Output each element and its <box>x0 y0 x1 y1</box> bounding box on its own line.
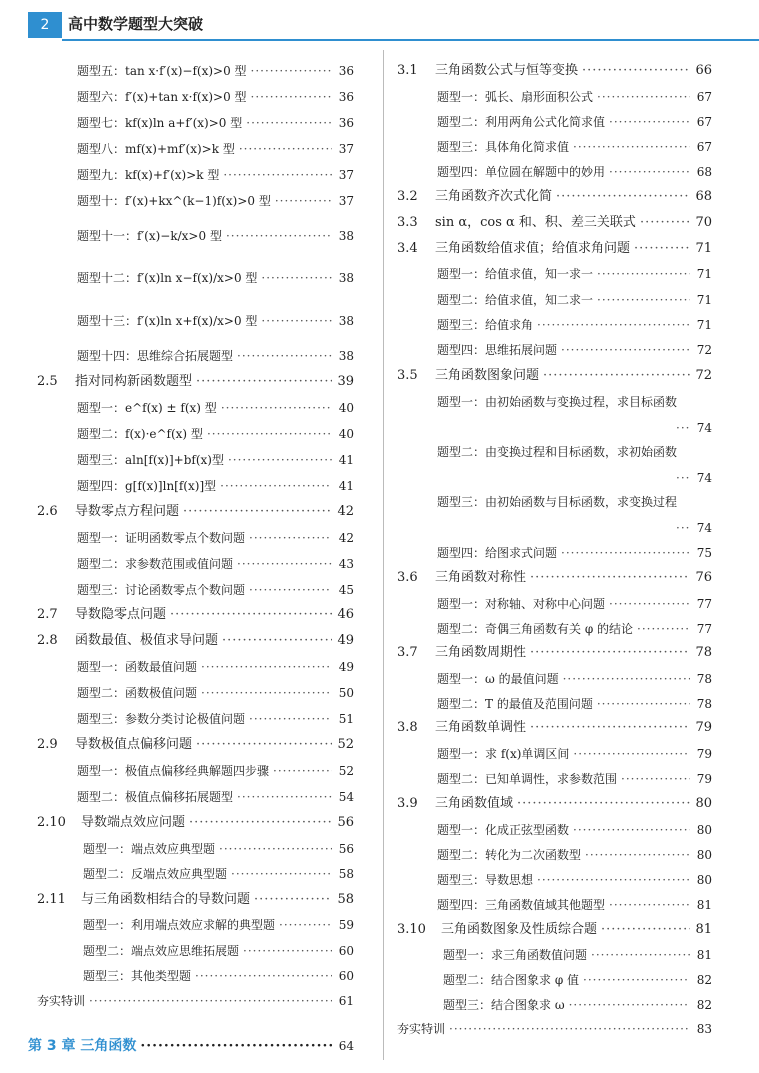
entry-label: 题型二：由变换过程和目标函数，求初始函数 <box>437 445 678 459</box>
entry-label: 题型三：导数思想 <box>437 873 534 887</box>
entry-label: 题型三：其他类型题 <box>83 969 192 983</box>
leader-dots <box>537 872 690 888</box>
toc-sub-entry[interactable] <box>437 771 712 787</box>
toc-sub-entry[interactable] <box>437 696 712 712</box>
section-number: 2.10 <box>37 815 66 830</box>
entry-label: 三角函数对称性 <box>435 570 527 585</box>
entry-page: 68 <box>696 165 712 179</box>
entry-label: 三角函数单调性 <box>435 720 527 735</box>
entry-label: 导数隐零点问题 <box>75 607 167 622</box>
entry-label: 三角函数齐次式化简 <box>435 189 553 204</box>
entry-page: 38 <box>338 271 354 285</box>
entry-label: 题型一：函数最值问题 <box>77 660 198 674</box>
entry-page: 38 <box>338 314 354 328</box>
toc-section-entry[interactable] <box>397 645 712 661</box>
entry-page: 68 <box>695 189 712 204</box>
section-number: 2.9 <box>37 737 58 752</box>
leader-dots <box>530 720 690 736</box>
toc-train-entry[interactable] <box>397 1021 712 1037</box>
entry-page: 36 <box>338 64 354 78</box>
entry-page: 82 <box>696 998 712 1012</box>
entry-label: 导数极值点偏移问题 <box>75 737 193 752</box>
leader-dots <box>609 164 690 180</box>
entry-label: 题型十四：思维综合拓展题型 <box>77 349 234 363</box>
entry-page: 78 <box>696 672 712 686</box>
section-number: 3.3 <box>397 215 418 230</box>
entry-label: 题型一：端点效应典型题 <box>83 842 216 856</box>
entry-label: 题型二：转化为二次函数型 <box>437 848 582 862</box>
section-number: 3.1 <box>397 63 418 78</box>
entry-page: 83 <box>696 1022 712 1036</box>
section-number: 2.7 <box>37 607 58 622</box>
leader-dots <box>597 89 690 105</box>
leader-dots <box>609 596 690 612</box>
entry-page: 40 <box>338 401 354 415</box>
leader-dots <box>530 645 690 661</box>
entry-label: 题型四：思维拓展问题 <box>437 343 558 357</box>
leader-dots <box>140 1038 332 1054</box>
leader-dots <box>573 139 690 155</box>
entry-label: 题型三：结合图象求 ω <box>443 998 565 1012</box>
leader-dots <box>597 696 690 712</box>
toc-section-entry[interactable] <box>397 241 712 257</box>
entry-page: 40 <box>338 427 354 441</box>
leader-dots <box>573 746 690 762</box>
entry-page: 60 <box>338 969 354 983</box>
entry-label: 题型一：极值点偏移经典解题四步骤 <box>77 764 270 778</box>
section-number: 3.6 <box>397 570 418 585</box>
section-number: 3.10 <box>397 922 426 937</box>
entry-page: 79 <box>696 747 712 761</box>
entry-label: 题型二：已知单调性，求参数范围 <box>437 772 618 786</box>
entry-label: 题型一：证明函数零点个数问题 <box>77 531 246 545</box>
entry-page: 80 <box>695 796 712 811</box>
entry-page: 60 <box>338 944 354 958</box>
leader-dots <box>640 215 690 231</box>
entry-label: 题型一：求三角函数值问题 <box>443 948 588 962</box>
entry-page: 56 <box>337 815 354 830</box>
toc-sub-entry[interactable] <box>437 266 712 282</box>
entry-label: 题型二：利用两角公式化简求值 <box>437 115 606 129</box>
toc-sub-entry[interactable] <box>437 545 712 561</box>
toc-section-entry[interactable] <box>397 368 712 384</box>
section-number: 2.6 <box>37 504 58 519</box>
entry-label: 题型五：tan x·f′(x)−f(x)>0 型 <box>77 64 247 78</box>
entry-label: 题型三：给值求角 <box>437 318 534 332</box>
entry-label: 题型一：求 f(x)单调区间 <box>437 747 570 761</box>
entry-label: 题型一：对称轴、对称中心问题 <box>437 597 606 611</box>
entry-label: 题型七：kf(x)ln a+f′(x)>0 型 <box>77 116 243 130</box>
entry-page: 77 <box>696 622 712 636</box>
entry-page: 37 <box>338 142 354 156</box>
entry-label: 题型一：利用端点效应求解的典型题 <box>83 918 276 932</box>
entry-label: 题型一：由初始函数与变换过程，求目标函数 <box>437 395 678 409</box>
entry-page: 36 <box>338 116 354 130</box>
toc-sub-entry[interactable] <box>437 317 712 333</box>
toc-sub-entry[interactable] <box>437 292 712 308</box>
entry-label: 夯实特训 <box>37 994 86 1008</box>
toc-sub2-entry[interactable] <box>443 997 712 1013</box>
entry-label: 与三角函数相结合的导数问题 <box>81 892 251 907</box>
leader-dots <box>561 545 690 561</box>
entry-page: 82 <box>696 973 712 987</box>
entry-page: 81 <box>695 922 712 937</box>
entry-page: 38 <box>338 229 354 243</box>
entry-page: 71 <box>696 267 712 281</box>
entry-page: 41 <box>338 453 354 467</box>
entry-page: 42 <box>338 531 354 545</box>
entry-label: 题型四：给图求式问题 <box>437 546 558 560</box>
entry-page: 67 <box>696 115 712 129</box>
toc-sub-entry[interactable] <box>437 621 712 637</box>
entry-page: 67 <box>696 140 712 154</box>
entry-page: 49 <box>338 660 354 674</box>
leader-dots <box>634 241 690 257</box>
entry-label: 题型二：极值点偏移拓展题型 <box>77 790 234 804</box>
entry-label: 题型一：弧长、扇形面积公式 <box>437 90 594 104</box>
leader-dots <box>573 822 690 838</box>
entry-page: 37 <box>338 168 354 182</box>
entry-label: 三角函数周期性 <box>435 645 527 660</box>
toc-section-entry[interactable] <box>397 215 712 231</box>
entry-page: 70 <box>695 215 712 230</box>
section-number: 3.4 <box>397 241 418 256</box>
entry-label: 题型一：ω 的最值问题 <box>437 672 559 686</box>
toc-sub-entry[interactable] <box>437 139 712 155</box>
entry-label: 三角函数给值求值；给值求角问题 <box>435 241 631 256</box>
toc-subwrap-entry[interactable] <box>437 494 712 510</box>
entry-label: 题型八：mf(x)+mf′(x)>k 型 <box>77 142 235 156</box>
toc-sub-entry[interactable] <box>437 847 712 863</box>
entry-page: 43 <box>338 557 354 571</box>
entry-label: sin α，cos α 和、积、差三关联式 <box>435 215 636 230</box>
leader-dots <box>563 671 690 687</box>
toc-sub-entry[interactable] <box>437 872 712 888</box>
entry-page: 74 <box>696 421 712 435</box>
entry-page: 78 <box>695 645 712 660</box>
toc-section-entry[interactable] <box>397 922 712 938</box>
entry-page: 37 <box>338 194 354 208</box>
entry-label: 三角函数图象及性质综合题 <box>441 922 598 937</box>
entry-page: 52 <box>337 737 354 752</box>
entry-page: 81 <box>696 898 712 912</box>
leader-dots <box>591 947 690 963</box>
entry-page: 80 <box>696 873 712 887</box>
entry-page: 58 <box>338 867 354 881</box>
entry-page: 72 <box>696 343 712 357</box>
entry-label: 题型二：求参数范围或值问题 <box>77 557 234 571</box>
toc-sub-entry[interactable] <box>437 114 712 130</box>
toc-section-entry[interactable] <box>397 720 712 736</box>
toc-page-continuation[interactable] <box>672 470 712 486</box>
entry-page: 49 <box>337 633 354 648</box>
toc-subwrap-entry[interactable] <box>437 444 712 460</box>
chapter-page: 64 <box>338 1039 354 1053</box>
toc-chapter-entry[interactable] <box>28 1038 354 1054</box>
entry-page: 81 <box>696 948 712 962</box>
section-number: 3.8 <box>397 720 418 735</box>
entry-label: 题型六：f′(x)+tan x·f(x)>0 型 <box>77 90 247 104</box>
entry-label: 题型十三：f′(x)ln x+f(x)/x>0 型 <box>77 314 258 328</box>
entry-page: 51 <box>338 712 354 726</box>
entry-page: 58 <box>337 892 354 907</box>
entry-page: 80 <box>696 823 712 837</box>
entry-page: 36 <box>338 90 354 104</box>
entry-label: 题型十：f′(x)+kx^(k−1)f(x)>0 型 <box>77 194 271 208</box>
entry-page: 39 <box>337 374 354 389</box>
entry-page: 45 <box>338 583 354 597</box>
entry-label: 三角函数公式与恒等变换 <box>435 63 579 78</box>
entry-label: 导数端点效应问题 <box>81 815 186 830</box>
section-number: 2.11 <box>37 892 66 907</box>
leader-dots <box>582 63 690 79</box>
leader-dots <box>601 922 690 938</box>
section-number: 3.7 <box>397 645 418 660</box>
book-title: 高中数学题型大突破 <box>68 15 204 33</box>
toc-subwrap-entry[interactable] <box>437 394 712 410</box>
entry-label: 三角函数图象问题 <box>435 368 540 383</box>
leader-dots <box>621 771 690 787</box>
toc-page-continuation[interactable] <box>672 520 712 536</box>
leader-dots <box>676 470 690 486</box>
entry-page: 75 <box>696 546 712 560</box>
entry-page: 71 <box>695 241 712 256</box>
entry-page: 78 <box>696 697 712 711</box>
toc-sub-entry[interactable] <box>437 596 712 612</box>
section-number: 3.2 <box>397 189 418 204</box>
toc-sub-entry[interactable] <box>437 164 712 180</box>
entry-label: 夯实特训 <box>397 1022 446 1036</box>
leader-dots <box>530 570 690 586</box>
leader-dots <box>569 997 690 1013</box>
entry-label: 题型四：g[f(x)]ln[f(x)]型 <box>77 479 217 493</box>
entry-label: 题型九：kf(x)+f′(x)>k 型 <box>77 168 220 182</box>
entry-label: 函数最值、极值求导问题 <box>75 633 219 648</box>
leader-dots <box>556 189 690 205</box>
section-number: 3.9 <box>397 796 418 811</box>
section-number: 2.5 <box>37 374 58 389</box>
entry-label: 题型十一：f′(x)−k/x>0 型 <box>77 229 222 243</box>
entry-page: 56 <box>338 842 354 856</box>
section-number: 3.5 <box>397 368 418 383</box>
entry-label: 题型四：单位圆在解题中的妙用 <box>437 165 606 179</box>
entry-label: 题型一：化成正弦型函数 <box>437 823 570 837</box>
toc-sub-entry[interactable] <box>437 89 712 105</box>
toc-sub2-entry[interactable] <box>443 972 712 988</box>
entry-page: 71 <box>696 293 712 307</box>
toc-page-continuation[interactable] <box>672 420 712 436</box>
leader-dots <box>561 342 690 358</box>
entry-page: 61 <box>338 994 354 1008</box>
entry-label: 题型二：端点效应思维拓展题 <box>83 944 240 958</box>
toc-sub-entry[interactable] <box>437 342 712 358</box>
entry-page: 79 <box>695 720 712 735</box>
entry-page: 41 <box>338 479 354 493</box>
leader-dots <box>597 266 690 282</box>
toc-section-entry[interactable] <box>397 796 712 812</box>
entry-label: 题型一：给值求值，知一求一 <box>437 267 594 281</box>
leader-dots <box>517 796 690 812</box>
leader-dots <box>637 621 690 637</box>
entry-label: 题型三：具体角化简求值 <box>437 140 570 154</box>
leader-dots <box>609 897 690 913</box>
entry-page: 54 <box>338 790 354 804</box>
leader-dots <box>449 1021 690 1037</box>
entry-label: 题型四：三角函数值域其他题型 <box>437 898 606 912</box>
page-number-badge: 2 <box>28 12 62 38</box>
toc-sub-entry[interactable] <box>437 746 712 762</box>
entry-label: 题型三：aln[f(x)]+bf(x)型 <box>77 453 224 467</box>
entry-label: 导数零点方程问题 <box>75 504 180 519</box>
entry-label: 题型三：参数分类讨论极值问题 <box>77 712 246 726</box>
entry-label: 题型三：讨论函数零点个数问题 <box>77 583 246 597</box>
leader-dots <box>676 520 690 536</box>
toc-sub-entry[interactable] <box>437 897 712 913</box>
entry-page: 38 <box>338 349 354 363</box>
chapter-label: 第 3 章 三角函数 <box>28 1038 137 1054</box>
toc-sub-entry[interactable] <box>437 822 712 838</box>
entry-page: 59 <box>338 918 354 932</box>
entry-page: 66 <box>695 63 712 78</box>
entry-page: 76 <box>695 570 712 585</box>
toc-section-entry[interactable] <box>397 570 712 586</box>
leader-dots <box>609 114 690 130</box>
entry-label: 题型二：给值求值，知二求一 <box>437 293 594 307</box>
entry-label: 题型二：f(x)·e^f(x) 型 <box>77 427 203 441</box>
leader-dots <box>543 368 690 384</box>
leader-dots <box>583 972 690 988</box>
entry-page: 74 <box>696 521 712 535</box>
entry-page: 72 <box>695 368 712 383</box>
entry-page: 50 <box>338 686 354 700</box>
leader-dots <box>676 420 690 436</box>
entry-page: 80 <box>696 848 712 862</box>
entry-label: 题型二：T 的最值及范围问题 <box>437 697 593 711</box>
section-number: 2.8 <box>37 633 58 648</box>
entry-label: 指对同构新函数题型 <box>75 374 193 389</box>
entry-page: 67 <box>696 90 712 104</box>
entry-label: 题型二：反端点效应典型题 <box>83 867 228 881</box>
entry-page: 74 <box>696 471 712 485</box>
entry-page: 79 <box>696 772 712 786</box>
entry-page: 42 <box>337 504 354 519</box>
entry-label: 题型二：奇偶三角函数有关 φ 的结论 <box>437 622 634 636</box>
leader-dots <box>537 317 690 333</box>
entry-label: 题型十二：f′(x)ln x−f(x)/x>0 型 <box>77 271 258 285</box>
entry-page: 52 <box>338 764 354 778</box>
entry-label: 题型二：函数极值问题 <box>77 686 198 700</box>
leader-dots <box>597 292 690 308</box>
toc-sub2-entry[interactable] <box>443 947 712 963</box>
entry-label: 题型二：结合图象求 φ 值 <box>443 973 580 987</box>
leader-dots <box>585 847 690 863</box>
toc-sub-entry[interactable] <box>437 671 712 687</box>
toc-section-entry[interactable] <box>397 63 712 79</box>
entry-label: 题型三：由初始函数与目标函数，求变换过程 <box>437 495 678 509</box>
entry-page: 71 <box>696 318 712 332</box>
entry-page: 77 <box>696 597 712 611</box>
entry-page: 46 <box>337 607 354 622</box>
toc-section-entry[interactable] <box>397 189 712 205</box>
entry-label: 题型一：e^f(x) ± f(x) 型 <box>77 401 217 415</box>
entry-label: 三角函数值域 <box>435 796 514 811</box>
